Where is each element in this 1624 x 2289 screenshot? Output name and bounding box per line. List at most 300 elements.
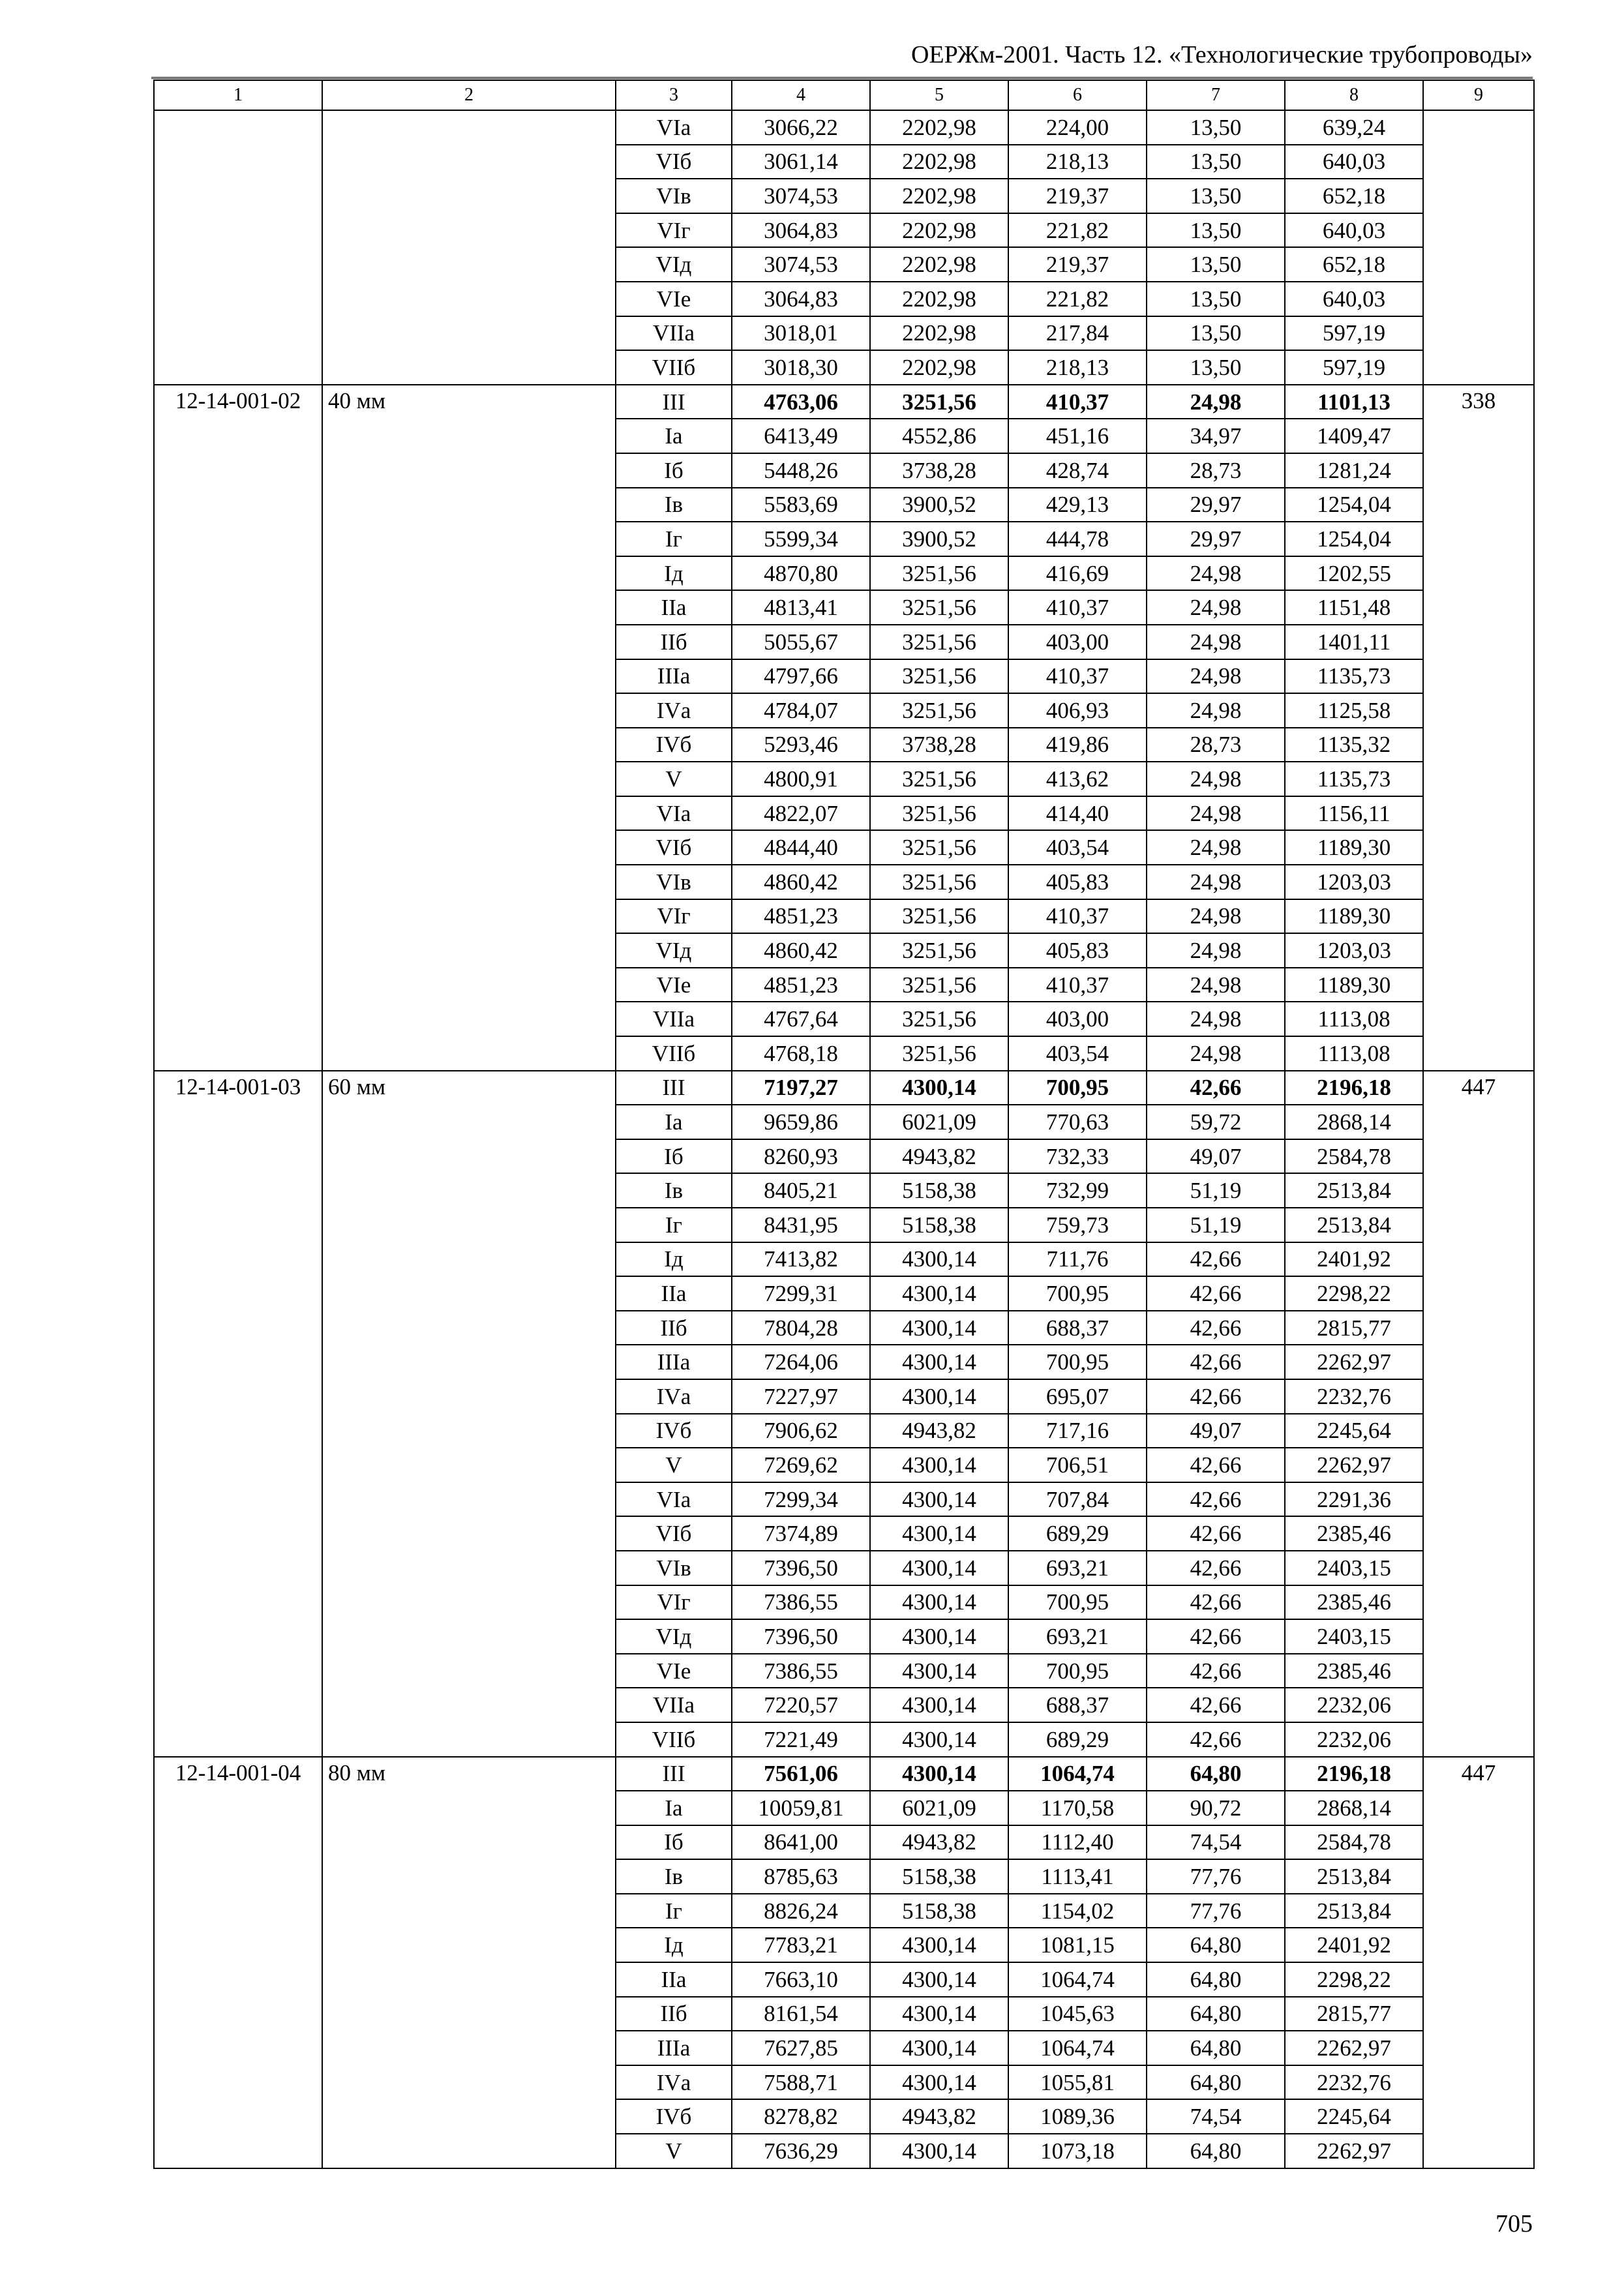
value-cell: 219,37 [1008,247,1147,282]
value-cell: 717,16 [1008,1414,1147,1448]
value-cell: 7197,27 [732,1071,870,1105]
value-cell: 688,37 [1008,1311,1147,1345]
value-cell: 3251,56 [870,968,1008,1002]
zone-cell: VIв [616,1551,732,1585]
value-cell: 7221,49 [732,1722,870,1757]
value-cell: 2868,14 [1285,1791,1423,1825]
value-cell: 8641,00 [732,1825,870,1860]
page-number: 705 [1496,2210,1533,2237]
value-cell: 13,50 [1147,145,1285,179]
zone-cell: Iв [616,1859,732,1894]
value-cell: 1064,74 [1008,1757,1147,1791]
value-cell: 2291,36 [1285,1482,1423,1517]
value-cell: 7804,28 [732,1311,870,1345]
value-cell: 693,21 [1008,1551,1147,1585]
zone-cell: IIIа [616,1345,732,1379]
value-cell: 3251,56 [870,796,1008,831]
value-cell: 13,50 [1147,179,1285,213]
value-cell: 759,73 [1008,1208,1147,1242]
value-cell: 24,98 [1147,659,1285,694]
value-cell: 640,03 [1285,282,1423,316]
value-cell: 1089,36 [1008,2099,1147,2134]
zone-cell: VIIб [616,1036,732,1071]
zone-cell: IVа [616,693,732,728]
value-cell: 706,51 [1008,1448,1147,1482]
value-cell: 51,19 [1147,1208,1285,1242]
value-cell: 1189,30 [1285,899,1423,934]
value-cell: 24,98 [1147,556,1285,591]
value-cell: 4300,14 [870,1448,1008,1482]
value-cell: 42,66 [1147,1311,1285,1345]
value-cell: 77,76 [1147,1894,1285,1928]
value-cell: 42,66 [1147,1345,1285,1379]
value-cell: 9659,86 [732,1105,870,1139]
value-cell: 410,37 [1008,659,1147,694]
value-cell: 4552,86 [870,419,1008,453]
rate-code-cell: 12-14-001-04 [154,1757,322,2168]
value-cell: 403,54 [1008,830,1147,865]
value-cell: 218,13 [1008,145,1147,179]
value-cell: 4300,14 [870,1551,1008,1585]
value-cell: 49,07 [1147,1139,1285,1174]
value-cell: 7220,57 [732,1688,870,1722]
value-cell: 2401,92 [1285,1928,1423,1962]
value-cell: 64,80 [1147,2065,1285,2100]
value-cell: 403,00 [1008,625,1147,659]
value-cell: 2584,78 [1285,1825,1423,1860]
value-cell: 4300,14 [870,1345,1008,1379]
value-cell: 405,83 [1008,933,1147,968]
value-cell: 1203,03 [1285,933,1423,968]
value-cell: 3074,53 [732,247,870,282]
value-cell: 7588,71 [732,2065,870,2100]
value-cell: 6413,49 [732,419,870,453]
value-cell: 2385,46 [1285,1516,1423,1551]
value-cell: 4300,14 [870,1071,1008,1105]
value-cell: 444,78 [1008,522,1147,556]
value-cell: 3066,22 [732,110,870,145]
value-cell: 3064,83 [732,282,870,316]
value-cell: 410,37 [1008,385,1147,419]
value-cell: 29,97 [1147,522,1285,556]
zone-cell: Iб [616,1139,732,1174]
table-row [154,1071,1534,1105]
value-cell: 13,50 [1147,350,1285,385]
value-cell: 7374,89 [732,1516,870,1551]
value-cell: 4844,40 [732,830,870,865]
value-cell: 689,29 [1008,1722,1147,1757]
zone-cell: VIIб [616,350,732,385]
value-cell: 4300,14 [870,2065,1008,2100]
value-cell: 2385,46 [1285,1654,1423,1688]
value-cell: 3018,01 [732,316,870,351]
value-cell: 2262,97 [1285,2031,1423,2065]
value-cell: 4300,14 [870,2031,1008,2065]
value-cell: 7396,50 [732,1619,870,1654]
zone-cell: IVа [616,2065,732,2100]
value-cell: 1064,74 [1008,1962,1147,1997]
value-cell: 7906,62 [732,1414,870,1448]
document-title: ОЕРЖм-2001. Часть 12. «Технологические трубопроводы» [910,41,1533,68]
zone-cell: Iа [616,1105,732,1139]
value-cell: 2403,15 [1285,1619,1423,1654]
value-cell: 24,98 [1147,1002,1285,1036]
zone-cell: VIб [616,1516,732,1551]
zone-cell: IIа [616,590,732,625]
value-cell: 2262,97 [1285,1345,1423,1379]
value-cell: 1045,63 [1008,1997,1147,2031]
value-cell: 4300,14 [870,1688,1008,1722]
zone-cell: VIIа [616,1002,732,1036]
value-cell: 1254,04 [1285,522,1423,556]
value-cell: 3251,56 [870,1036,1008,1071]
value-cell: 64,80 [1147,1757,1285,1791]
table-row [154,1757,1534,1791]
value-cell: 42,66 [1147,1585,1285,1620]
value-cell: 42,66 [1147,1654,1285,1688]
value-cell: 24,98 [1147,590,1285,625]
value-cell: 7264,06 [732,1345,870,1379]
value-cell: 8278,82 [732,2099,870,2134]
value-cell: 3251,56 [870,1002,1008,1036]
value-cell: 5158,38 [870,1208,1008,1242]
value-cell: 4943,82 [870,1825,1008,1860]
column-number: 6 [1008,80,1147,110]
value-cell: 7227,97 [732,1379,870,1414]
value-cell: 4860,42 [732,933,870,968]
value-cell: 24,98 [1147,968,1285,1002]
column-number: 2 [322,80,616,110]
value-cell: 7396,50 [732,1551,870,1585]
table-body [154,80,1534,2168]
zone-cell: VIд [616,1619,732,1654]
value-cell: 429,13 [1008,488,1147,522]
rate-name-cell: 60 мм [322,1071,616,1757]
zone-cell: VIв [616,179,732,213]
value-cell: 4300,14 [870,2134,1008,2168]
value-cell: 6021,09 [870,1105,1008,1139]
value-cell: 4300,14 [870,1242,1008,1277]
value-cell: 5293,46 [732,728,870,762]
column9-cell: 338 [1423,385,1534,1071]
rate-code-cell [154,110,322,385]
value-cell: 4300,14 [870,1757,1008,1791]
zone-cell: V [616,2134,732,2168]
value-cell: 24,98 [1147,1036,1285,1071]
value-cell: 639,24 [1285,110,1423,145]
value-cell: 1170,58 [1008,1791,1147,1825]
value-cell: 1055,81 [1008,2065,1147,2100]
value-cell: 3900,52 [870,488,1008,522]
value-cell: 24,98 [1147,796,1285,831]
value-cell: 219,37 [1008,179,1147,213]
zone-cell: V [616,1448,732,1482]
value-cell: 42,66 [1147,1516,1285,1551]
value-cell: 13,50 [1147,282,1285,316]
rate-name-cell [322,110,616,385]
value-cell: 5583,69 [732,488,870,522]
zone-cell: IIб [616,1997,732,2031]
value-cell: 59,72 [1147,1105,1285,1139]
value-cell: 2401,92 [1285,1242,1423,1277]
value-cell: 2868,14 [1285,1105,1423,1139]
value-cell: 4943,82 [870,2099,1008,2134]
value-cell: 4860,42 [732,865,870,899]
value-cell: 224,00 [1008,110,1147,145]
zone-cell: Iв [616,1173,732,1208]
value-cell: 640,03 [1285,145,1423,179]
value-cell: 732,99 [1008,1173,1147,1208]
value-cell: 1081,15 [1008,1928,1147,1962]
value-cell: 4300,14 [870,1997,1008,2031]
column-number-row [154,80,1534,110]
value-cell: 10059,81 [732,1791,870,1825]
value-cell: 451,16 [1008,419,1147,453]
value-cell: 4300,14 [870,1585,1008,1620]
value-cell: 4943,82 [870,1139,1008,1174]
column-number: 9 [1423,80,1534,110]
value-cell: 652,18 [1285,179,1423,213]
value-cell: 1135,32 [1285,728,1423,762]
value-cell: 4822,07 [732,796,870,831]
value-cell: 24,98 [1147,693,1285,728]
value-cell: 597,19 [1285,316,1423,351]
value-cell: 13,50 [1147,213,1285,248]
value-cell: 597,19 [1285,350,1423,385]
value-cell: 652,18 [1285,247,1423,282]
value-cell: 5448,26 [732,453,870,488]
value-cell: 2584,78 [1285,1139,1423,1174]
zone-cell: III [616,385,732,419]
zone-cell: Iа [616,419,732,453]
value-cell: 3900,52 [870,522,1008,556]
value-cell: 689,29 [1008,1516,1147,1551]
value-cell: 2232,76 [1285,2065,1423,2100]
value-cell: 1113,41 [1008,1859,1147,1894]
value-cell: 221,82 [1008,213,1147,248]
value-cell: 8260,93 [732,1139,870,1174]
value-cell: 1189,30 [1285,830,1423,865]
value-cell: 4943,82 [870,1414,1008,1448]
value-cell: 24,98 [1147,933,1285,968]
value-cell: 24,98 [1147,385,1285,419]
value-cell: 700,95 [1008,1071,1147,1105]
value-cell: 7413,82 [732,1242,870,1277]
value-cell: 7663,10 [732,1962,870,1997]
value-cell: 410,37 [1008,899,1147,934]
value-cell: 28,73 [1147,453,1285,488]
value-cell: 2202,98 [870,350,1008,385]
column-number: 7 [1147,80,1285,110]
value-cell: 693,21 [1008,1619,1147,1654]
zone-cell: VIг [616,213,732,248]
value-cell: 2298,22 [1285,1962,1423,1997]
value-cell: 4767,64 [732,1002,870,1036]
value-cell: 2232,06 [1285,1722,1423,1757]
value-cell: 2815,77 [1285,1311,1423,1345]
zone-cell: VIе [616,968,732,1002]
value-cell: 3064,83 [732,213,870,248]
zone-cell: III [616,1757,732,1791]
value-cell: 2385,46 [1285,1585,1423,1620]
value-cell: 3251,56 [870,830,1008,865]
value-cell: 13,50 [1147,247,1285,282]
value-cell: 2262,97 [1285,2134,1423,2168]
value-cell: 4300,14 [870,1516,1008,1551]
value-cell: 1254,04 [1285,488,1423,522]
value-cell: 3074,53 [732,179,870,213]
value-cell: 64,80 [1147,2031,1285,2065]
value-cell: 1401,11 [1285,625,1423,659]
value-cell: 218,13 [1008,350,1147,385]
value-cell: 49,07 [1147,1414,1285,1448]
value-cell: 7269,62 [732,1448,870,1482]
value-cell: 7561,06 [732,1757,870,1791]
value-cell: 24,98 [1147,830,1285,865]
zone-cell: VIIб [616,1722,732,1757]
value-cell: 24,98 [1147,762,1285,796]
value-cell: 4300,14 [870,1928,1008,1962]
value-cell: 2202,98 [870,316,1008,351]
column-number: 3 [616,80,732,110]
value-cell: 1202,55 [1285,556,1423,591]
value-cell: 7386,55 [732,1654,870,1688]
zone-cell: VIIа [616,1688,732,1722]
value-cell: 2298,22 [1285,1276,1423,1311]
value-cell: 4851,23 [732,899,870,934]
value-cell: 2245,64 [1285,2099,1423,2134]
column9-cell: 447 [1423,1071,1534,1757]
value-cell: 3251,56 [870,590,1008,625]
value-cell: 2513,84 [1285,1173,1423,1208]
value-cell: 3251,56 [870,933,1008,968]
value-cell: 695,07 [1008,1379,1147,1414]
column-number: 4 [732,80,870,110]
value-cell: 2262,97 [1285,1448,1423,1482]
value-cell: 1135,73 [1285,762,1423,796]
column-number: 5 [870,80,1008,110]
value-cell: 4800,91 [732,762,870,796]
table-row [154,110,1534,145]
zone-cell: VIг [616,1585,732,1620]
zone-cell: VIа [616,1482,732,1517]
zone-cell: IVб [616,1414,732,1448]
value-cell: 7636,29 [732,2134,870,2168]
value-cell: 4300,14 [870,1311,1008,1345]
value-cell: 406,93 [1008,693,1147,728]
zone-cell: Iг [616,522,732,556]
value-cell: 732,33 [1008,1139,1147,1174]
value-cell: 413,62 [1008,762,1147,796]
value-cell: 42,66 [1147,1688,1285,1722]
value-cell: 2202,98 [870,179,1008,213]
zone-cell: IVб [616,728,732,762]
zone-cell: VIIа [616,316,732,351]
value-cell: 1113,08 [1285,1036,1423,1071]
value-cell: 416,69 [1008,556,1147,591]
value-cell: 42,66 [1147,1242,1285,1277]
table-row [154,385,1534,419]
column9-cell: 447 [1423,1757,1534,2168]
value-cell: 7627,85 [732,2031,870,2065]
value-cell: 8161,54 [732,1997,870,2031]
value-cell: 1203,03 [1285,865,1423,899]
value-cell: 403,54 [1008,1036,1147,1071]
value-cell: 4300,14 [870,1276,1008,1311]
value-cell: 3251,56 [870,762,1008,796]
value-cell: 2202,98 [870,247,1008,282]
value-cell: 770,63 [1008,1105,1147,1139]
value-cell: 7299,34 [732,1482,870,1517]
value-cell: 42,66 [1147,1071,1285,1105]
value-cell: 1409,47 [1285,419,1423,453]
value-cell: 3251,56 [870,385,1008,419]
value-cell: 410,37 [1008,590,1147,625]
value-cell: 410,37 [1008,968,1147,1002]
rate-code-cell: 12-14-001-03 [154,1071,322,1757]
value-cell: 4768,18 [732,1036,870,1071]
value-cell: 64,80 [1147,2134,1285,2168]
value-cell: 1154,02 [1008,1894,1147,1928]
zone-cell: Iб [616,453,732,488]
value-cell: 5158,38 [870,1859,1008,1894]
value-cell: 34,97 [1147,419,1285,453]
value-cell: 707,84 [1008,1482,1147,1517]
value-cell: 4784,07 [732,693,870,728]
value-cell: 640,03 [1285,213,1423,248]
zone-cell: IIа [616,1962,732,1997]
value-cell: 4797,66 [732,659,870,694]
value-cell: 13,50 [1147,110,1285,145]
value-cell: 2202,98 [870,110,1008,145]
zone-cell: VIб [616,145,732,179]
value-cell: 405,83 [1008,865,1147,899]
value-cell: 2196,18 [1285,1071,1423,1105]
value-cell: 221,82 [1008,282,1147,316]
value-cell: 217,84 [1008,316,1147,351]
value-cell: 8785,63 [732,1859,870,1894]
zone-cell: IIIа [616,659,732,694]
value-cell: 74,54 [1147,1825,1285,1860]
zone-cell: VIд [616,247,732,282]
price-table [153,80,1535,2169]
page-header [151,39,1533,79]
value-cell: 4300,14 [870,1379,1008,1414]
zone-cell: III [616,1071,732,1105]
value-cell: 5599,34 [732,522,870,556]
value-cell: 74,54 [1147,2099,1285,2134]
value-cell: 2232,06 [1285,1688,1423,1722]
zone-cell: Iд [616,556,732,591]
value-cell: 711,76 [1008,1242,1147,1277]
value-cell: 419,86 [1008,728,1147,762]
value-cell: 2202,98 [870,145,1008,179]
value-cell: 7386,55 [732,1585,870,1620]
value-cell: 64,80 [1147,1962,1285,1997]
value-cell: 2196,18 [1285,1757,1423,1791]
value-cell: 8826,24 [732,1894,870,1928]
value-cell: 1156,11 [1285,796,1423,831]
value-cell: 2202,98 [870,213,1008,248]
zone-cell: VIе [616,282,732,316]
rate-name-cell: 40 мм [322,385,616,1071]
column-number: 8 [1285,80,1423,110]
value-cell: 1112,40 [1008,1825,1147,1860]
value-cell: 5055,67 [732,625,870,659]
value-cell: 3251,56 [870,693,1008,728]
value-cell: 2245,64 [1285,1414,1423,1448]
value-cell: 7783,21 [732,1928,870,1962]
